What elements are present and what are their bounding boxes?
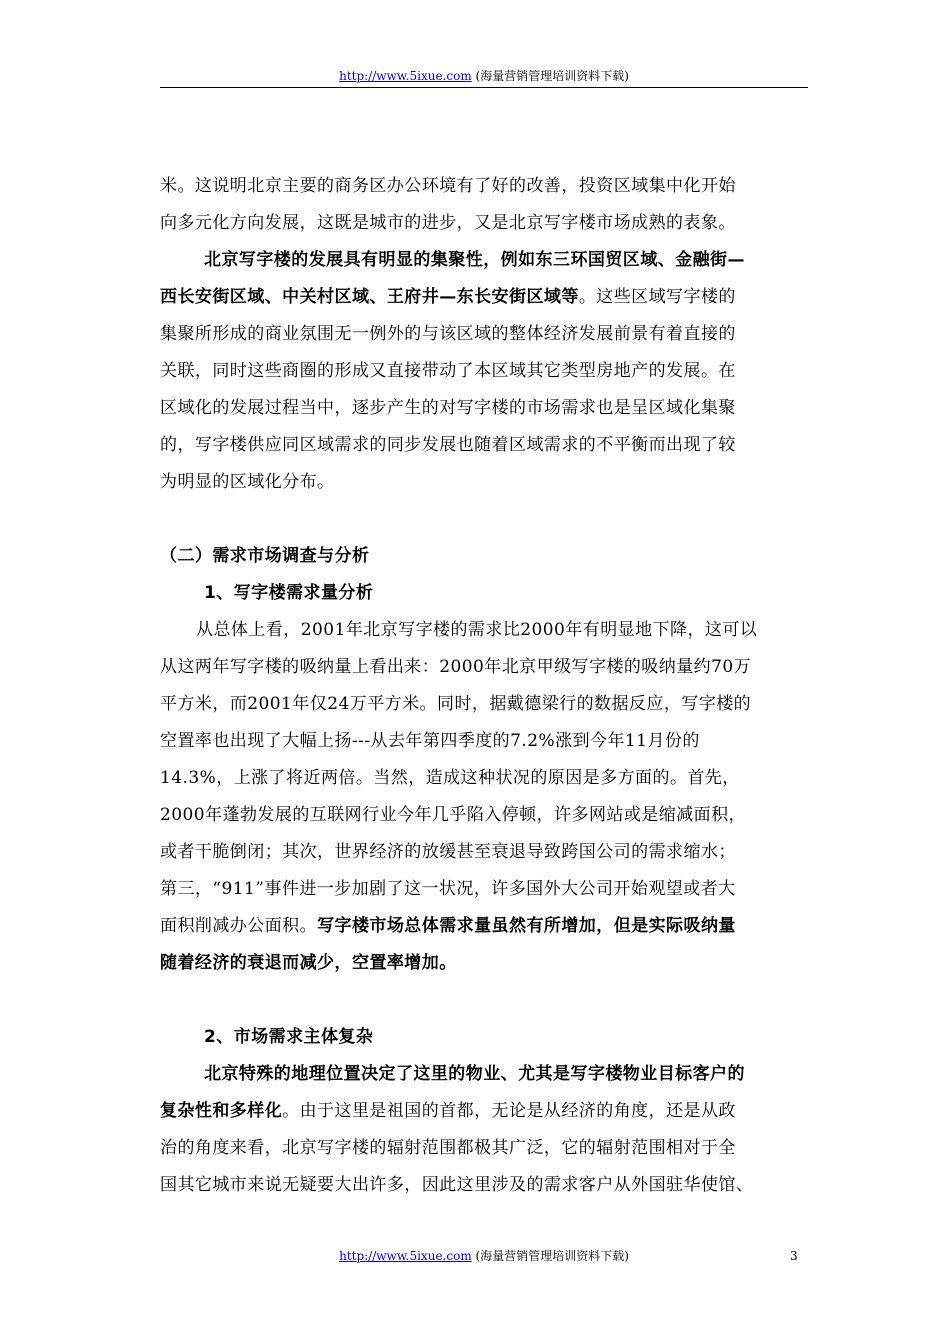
text-line [160, 279, 808, 316]
text-line: 第三，“911”事件进一步加剧了这一状况，许多国外大公司开始观望或者大 [160, 879, 736, 899]
text-line: 北京特殊的地理位置决定了这里的物业、尤其是写字楼物业目标客户的 [204, 1064, 745, 1084]
text-line: 2000年蓬勃发展的互联网行业今年几乎陷入停顿，许多网站或是缩减面积， [160, 805, 747, 825]
header-link[interactable]: http://www.5ixue.com [339, 69, 472, 83]
document-body [160, 168, 808, 1204]
text-line [160, 1093, 808, 1130]
text-line: 从这两年写字楼的吸纳量上看出来：2000年北京甲级写字楼的吸纳量约70万 [160, 657, 752, 677]
text-line: 米。这说明北京主要的商务区办公环境有了好的改善，投资区域集中化开始 [160, 176, 736, 196]
text-line: 从总体上看，2001年北京写字楼的需求比2000年有明显地下降，这可以 [196, 620, 758, 640]
page-footer [160, 1248, 808, 1264]
text-line: 向多元化方向发展，这既是城市的进步，又是北京写字楼市场成熟的表象。 [160, 213, 736, 233]
text-line: 14.3%，上涨了将近两倍。当然，造成这种状况的原因是多方面的。首先， [160, 768, 740, 788]
subsection-title: 1、写字楼需求量分析 [204, 583, 374, 603]
page-number: 3 [790, 1249, 798, 1263]
header-note: (海量营销管理培训资料下载) [471, 69, 629, 83]
text-line [160, 908, 808, 945]
text-line: 区域化的发展过程当中，逐步产生的对写字楼的市场需求也是呈区域化集聚 [160, 398, 736, 418]
header-rule [160, 87, 808, 88]
section-title: （二）需求市场调查与分析 [160, 546, 370, 566]
plain-text: 面积削减办公面积。 [160, 916, 318, 936]
footer-note: (海量营销管理培训资料下载) [471, 1249, 629, 1263]
bold-text: 复杂性和多样化 [160, 1101, 283, 1121]
text-line: 随着经济的衰退而减少，空置率增加。 [160, 953, 457, 973]
text-line: 国其它城市来说无疑要大出许多，因此这里涉及的需求客户从外国驻华使馆、 [160, 1175, 754, 1195]
text-line: 或者干脆倒闭；其次，世界经济的放缓甚至衰退导致跨国公司的需求缩水； [160, 842, 736, 862]
plain-text: 。由于这里是祖国的首都，无论是从经济的角度，还是从政 [282, 1101, 736, 1121]
footer-link[interactable]: http://www.5ixue.com [339, 1249, 472, 1263]
text-line: 空置率也出现了大幅上扬---从去年第四季度的7.2%涨到今年11月份的 [160, 731, 700, 751]
plain-text: 。这些区域写字楼的 [578, 287, 736, 307]
bold-text: 写字楼市场总体需求量虽然有所增加，但是实际吸纳量 [317, 916, 736, 936]
text-line: 平方米，而2001年仅24万平方米。同时，据戴德梁行的数据反应，写字楼的 [160, 694, 752, 714]
text-line: 的，写字楼供应同区域需求的同步发展也随着区域需求的不平衡而出现了较 [160, 435, 736, 455]
subsection-title: 2、市场需求主体复杂 [204, 1027, 374, 1047]
bold-text: 西长安街区域、中关村区域、王府井—东长安街区域等 [160, 287, 579, 307]
text-line: 集聚所形成的商业氛围无一例外的与该区域的整体经济发展前景有着直接的 [160, 324, 736, 344]
text-line: 北京写字楼的发展具有明显的集聚性，例如东三环国贸区域、金融街— [204, 250, 745, 270]
text-line: 治的角度来看，北京写字楼的辐射范围都极其广泛，它的辐射范围相对于全 [160, 1138, 736, 1158]
text-line: 为明显的区域化分布。 [160, 472, 335, 492]
text-line: 关联，同时这些商圈的形成又直接带动了本区域其它类型房地产的发展。在 [160, 361, 736, 381]
page-header [160, 68, 808, 84]
